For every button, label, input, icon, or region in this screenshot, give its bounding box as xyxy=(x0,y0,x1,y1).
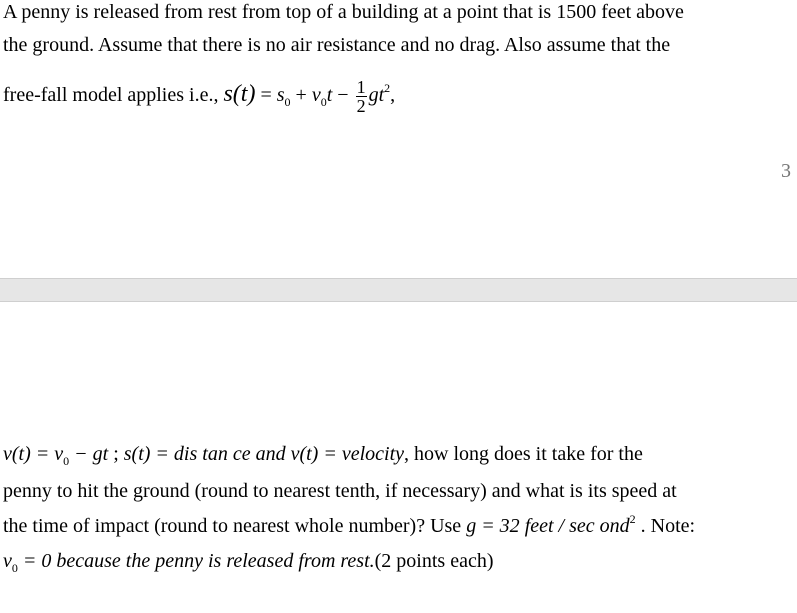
question-line-3 xyxy=(3,514,695,540)
page-bottom xyxy=(0,302,797,613)
formula-s0: s xyxy=(276,84,285,107)
semicolon: ; xyxy=(108,443,124,465)
velocity-rest: − gt xyxy=(69,443,109,465)
problem-line-1: A penny is released from rest from top of a building at a point that is 1500 feet above xyxy=(3,1,684,23)
formula-t: t xyxy=(326,84,333,107)
page-separator xyxy=(0,278,797,302)
formula-v0: v xyxy=(311,84,321,107)
formula-gt: gt xyxy=(368,84,385,107)
gravity-value: g = 32 xyxy=(466,515,525,537)
formula-v0-sub: 0 xyxy=(320,95,327,110)
initial-velocity: v xyxy=(3,550,12,572)
formula-eq: = xyxy=(255,84,277,107)
formula-gt-sup: 2 xyxy=(384,81,391,96)
problem-line-3-text: free-fall model applies i.e., xyxy=(3,84,224,107)
question-line-3-text: the time of impact (round to nearest whole number)? Use xyxy=(3,515,467,537)
formula-fraction xyxy=(356,78,367,115)
question-line-2: penny to hit the ground (round to nearest tenth, if necessary) and what is its speed at xyxy=(3,480,677,502)
fraction-numerator: 1 xyxy=(356,77,366,97)
formula-s0-sub: 0 xyxy=(284,95,291,110)
question-line-1-text: , how long does it take for the xyxy=(404,443,643,465)
page-number: 3 xyxy=(781,160,791,182)
note-label: . Note: xyxy=(635,515,696,537)
initial-velocity-sub: 0 xyxy=(11,561,18,575)
question-line-1 xyxy=(3,442,643,468)
question-line-4 xyxy=(3,549,494,575)
formula-minus: − xyxy=(332,84,354,107)
fraction-denominator: 2 xyxy=(356,96,366,116)
problem-line-2: the ground. Assume that there is no air resistance and no drag. Also assume that the xyxy=(3,34,671,56)
formula-trail: , xyxy=(390,84,396,107)
gravity-unit: feet / sec ond xyxy=(524,515,630,537)
points-note: (2 points each) xyxy=(374,550,494,572)
gravity-unit-sup: 2 xyxy=(629,512,636,526)
definitions: s(t) = dis tan ce and v(t) = velocity xyxy=(123,443,404,465)
formula-plus: + xyxy=(290,84,312,107)
formula-lhs: s(t) xyxy=(223,81,256,108)
problem-line-3 xyxy=(3,78,395,115)
velocity-expression: v(t) = v xyxy=(3,443,64,465)
velocity-v0-sub: 0 xyxy=(63,454,70,468)
page-top xyxy=(0,0,797,278)
initial-velocity-math: = 0 because the penny is released from rest. xyxy=(17,550,375,572)
